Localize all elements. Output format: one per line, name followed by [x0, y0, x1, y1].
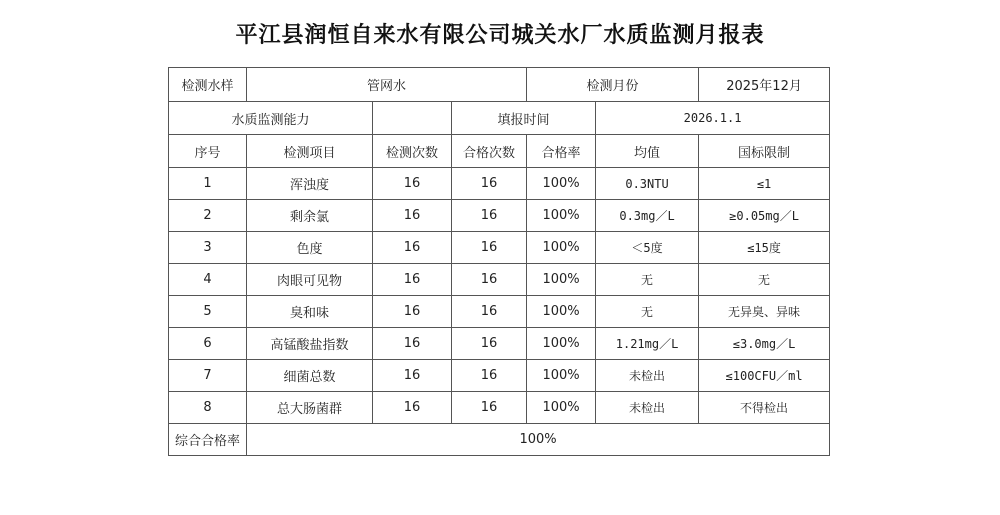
- capability-value: [373, 102, 452, 135]
- cell-mean: ＜5度: [596, 232, 699, 264]
- cell-count: 16: [373, 168, 452, 200]
- cell-seq: 5: [169, 296, 247, 328]
- cell-mean: 无: [596, 264, 699, 296]
- cell-count: 16: [373, 296, 452, 328]
- cell-pass-rate: 100%: [527, 232, 596, 264]
- cell-seq: 7: [169, 360, 247, 392]
- cell-item: 肉眼可见物: [247, 264, 373, 296]
- cell-seq: 4: [169, 264, 247, 296]
- table-row: [169, 232, 830, 264]
- info-row-sample: [169, 68, 830, 102]
- cell-limit: ≤100CFU／ml: [699, 360, 830, 392]
- month-value: 2025年12月: [699, 68, 830, 102]
- cell-item: 浑浊度: [247, 168, 373, 200]
- table-row: [169, 360, 830, 392]
- cell-mean: 未检出: [596, 392, 699, 424]
- cell-pass-count: 16: [452, 296, 527, 328]
- table-row: [169, 328, 830, 360]
- cell-pass-count: 16: [452, 360, 527, 392]
- cell-seq: 2: [169, 200, 247, 232]
- cell-pass-rate: 100%: [527, 360, 596, 392]
- cell-count: 16: [373, 264, 452, 296]
- cell-item: 细菌总数: [247, 360, 373, 392]
- header-mean: 均值: [596, 135, 699, 168]
- cell-mean: 0.3NTU: [596, 168, 699, 200]
- cell-mean: 0.3mg／L: [596, 200, 699, 232]
- capability-label: 水质监测能力: [169, 102, 373, 135]
- cell-limit: 无: [699, 264, 830, 296]
- cell-pass-count: 16: [452, 328, 527, 360]
- summary-value: 100%: [247, 424, 830, 456]
- cell-seq: 3: [169, 232, 247, 264]
- cell-limit: ≤3.0mg／L: [699, 328, 830, 360]
- cell-mean: 1.21mg／L: [596, 328, 699, 360]
- header-item: 检测项目: [247, 135, 373, 168]
- report-title: 平江县润恒自来水有限公司城关水厂水质监测月报表: [235, 22, 765, 48]
- cell-seq: 8: [169, 392, 247, 424]
- header-pass-rate: 合格率: [527, 135, 596, 168]
- cell-count: 16: [373, 392, 452, 424]
- cell-item: 臭和味: [247, 296, 373, 328]
- cell-item: 总大肠菌群: [247, 392, 373, 424]
- fill-time-value: 2026.1.1: [596, 102, 830, 135]
- sample-label: 检测水样: [169, 68, 247, 102]
- table-row: [169, 264, 830, 296]
- cell-seq: 6: [169, 328, 247, 360]
- cell-count: 16: [373, 232, 452, 264]
- header-pass-count: 合格次数: [452, 135, 527, 168]
- sample-value: 管网水: [247, 68, 527, 102]
- table-row: [169, 392, 830, 424]
- table-header-row: [169, 135, 830, 168]
- cell-pass-count: 16: [452, 232, 527, 264]
- cell-pass-rate: 100%: [527, 200, 596, 232]
- cell-mean: 无: [596, 296, 699, 328]
- cell-pass-count: 16: [452, 200, 527, 232]
- cell-limit: ≥0.05mg／L: [699, 200, 830, 232]
- table-row: [169, 200, 830, 232]
- cell-pass-rate: 100%: [527, 328, 596, 360]
- cell-pass-count: 16: [452, 264, 527, 296]
- summary-label: 综合合格率: [169, 424, 247, 456]
- cell-limit: ≤1: [699, 168, 830, 200]
- cell-pass-count: 16: [452, 392, 527, 424]
- cell-pass-rate: 100%: [527, 264, 596, 296]
- cell-count: 16: [373, 328, 452, 360]
- info-row-capability: [169, 102, 830, 135]
- cell-count: 16: [373, 360, 452, 392]
- header-seq: 序号: [169, 135, 247, 168]
- cell-limit: ≤15度: [699, 232, 830, 264]
- water-quality-report-table: [168, 67, 830, 456]
- cell-pass-rate: 100%: [527, 168, 596, 200]
- cell-item: 剩余氯: [247, 200, 373, 232]
- cell-limit: 无异臭、异味: [699, 296, 830, 328]
- cell-limit: 不得检出: [699, 392, 830, 424]
- summary-row: [169, 424, 830, 456]
- cell-item: 高锰酸盐指数: [247, 328, 373, 360]
- table-row: [169, 296, 830, 328]
- cell-pass-count: 16: [452, 168, 527, 200]
- cell-pass-rate: 100%: [527, 296, 596, 328]
- header-limit: 国标限制: [699, 135, 830, 168]
- header-count: 检测次数: [373, 135, 452, 168]
- month-label: 检测月份: [527, 68, 699, 102]
- table-row: [169, 168, 830, 200]
- cell-mean: 未检出: [596, 360, 699, 392]
- cell-pass-rate: 100%: [527, 392, 596, 424]
- cell-count: 16: [373, 200, 452, 232]
- cell-seq: 1: [169, 168, 247, 200]
- fill-time-label: 填报时间: [452, 102, 596, 135]
- cell-item: 色度: [247, 232, 373, 264]
